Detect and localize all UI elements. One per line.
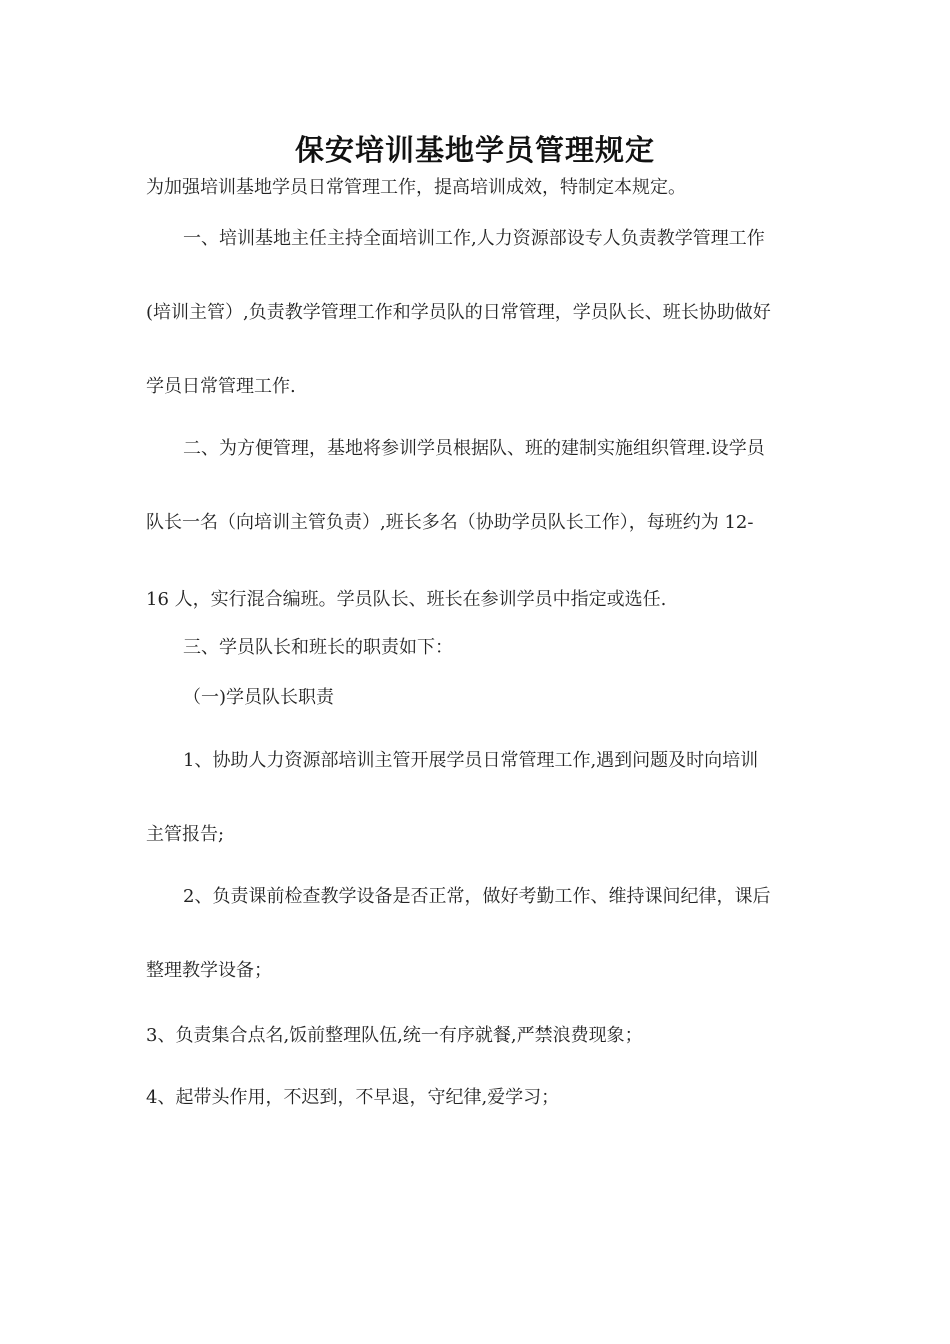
section-1-line-2: (培训主管）,负责教学管理工作和学员队的日常管理，学员队长、班长协助做好 bbox=[146, 302, 771, 323]
duty-1-line-2: 主管报告; bbox=[146, 824, 225, 845]
duty-3: 3、负责集合点名,饭前整理队伍,统一有序就餐,严禁浪费现象； bbox=[146, 1025, 643, 1046]
duty-1-line-1: 1、协助人力资源部培训主管开展学员日常管理工作,遇到问题及时向培训 bbox=[183, 750, 759, 771]
duty-2-line-2: 整理教学设备； bbox=[146, 960, 272, 981]
section-1-line-3: 学员日常管理工作. bbox=[146, 376, 296, 397]
duty-4: 4、起带头作用，不迟到，不早退，守纪律,爱学习； bbox=[146, 1087, 560, 1108]
section-1-line-1: 一、培训基地主任主持全面培训工作,人力资源部设专人负责教学管理工作 bbox=[183, 228, 765, 249]
document-title: 保安培训基地学员管理规定 bbox=[294, 133, 655, 167]
section-2-line-1: 二、为方便管理，基地将参训学员根据队、班的建制实施组织管理.设学员 bbox=[183, 438, 765, 459]
section-2-line-3: 16 人，实行混合编班。学员队长、班长在参训学员中指定或选任. bbox=[146, 589, 667, 610]
section-2-line-2: 队长一名（向培训主管负责）,班长多名（协助学员队长工作），每班约为 12- bbox=[146, 512, 754, 533]
duty-2-line-1: 2、负责课前检查教学设备是否正常，做好考勤工作、维持课间纪律，课后 bbox=[183, 886, 771, 907]
intro-paragraph: 为加强培训基地学员日常管理工作，提高培训成效，特制定本规定。 bbox=[146, 177, 686, 198]
section-3-heading: 三、学员队长和班长的职责如下： bbox=[183, 637, 453, 658]
subsection-heading: （一)学员队长职责 bbox=[183, 687, 335, 708]
